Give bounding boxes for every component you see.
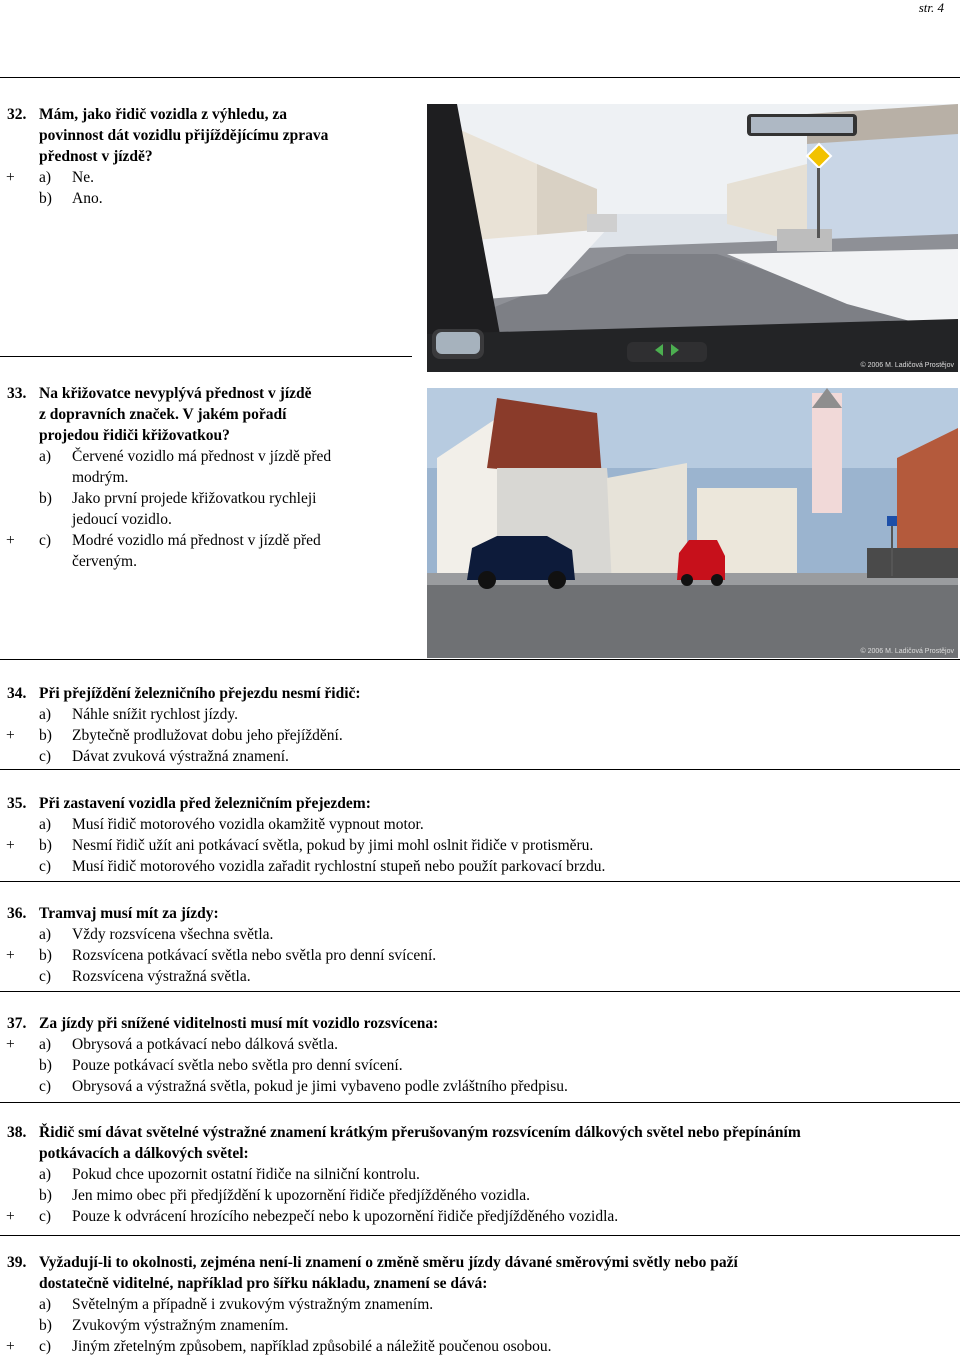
correct-marker: + <box>6 169 15 186</box>
intersection-image <box>427 388 958 658</box>
question-text: Vyžadují-li to okolnosti, zejména není-li znamení o změně směru jízdy dávané směrovými světly nebo paží <box>39 1254 738 1271</box>
question-text: Tramvaj musí mít za jízdy: <box>39 905 219 922</box>
question-text: potkávacích a dálkových světel: <box>39 1145 249 1162</box>
correct-marker: + <box>6 1036 15 1053</box>
correct-marker: + <box>6 532 15 549</box>
question-text: přednost v jízdě? <box>39 148 153 165</box>
question-36 <box>0 903 960 987</box>
question-34 <box>0 683 960 767</box>
question-text: Při přejíždění železničního přejezdu nesmí řidič: <box>39 685 361 702</box>
question-text: Při zastavení vozidla před železničním přejezdem: <box>39 795 371 812</box>
question-text: Řidič smí dávat světelné výstražné znamení krátkým přerušovaným rozsvícením dálkových světel nebo přepínáním <box>39 1124 801 1141</box>
answer-c: c) Rozsvícena výstražná světla. <box>39 968 251 985</box>
question-text: Za jízdy při snížené viditelnosti musí mít vozidlo rozsvícena: <box>39 1015 439 1032</box>
answer-b: b) Pouze potkávací světla nebo světla pro denní svícení. <box>39 1057 403 1074</box>
answer-b: + b) Zbytečně prodlužovat dobu jeho přejíždění. <box>6 727 343 744</box>
question-number: 38. <box>7 1124 27 1141</box>
correct-marker: + <box>6 727 15 744</box>
answer-b: + b) Nesmí řidič užít ani potkávací světla, pokud by jimi mohl oslnit řidiče v protisměru. <box>6 837 594 854</box>
question-number: 32. <box>7 106 27 123</box>
answer-a: + a) Ne. <box>6 169 94 186</box>
q35-divider <box>0 881 960 882</box>
answer-a: a) Náhle snížit rychlost jízdy. <box>39 706 239 723</box>
question-text: povinnost dát vozidlu přijíždějícímu zprava <box>39 127 329 144</box>
question-text: projedou řidiči křižovatkou? <box>39 427 230 444</box>
answer-b: b) Ano. <box>39 190 103 207</box>
answer-b: b) Zvukovým výstražným znamením. <box>39 1317 289 1334</box>
answer-c: + c) Pouze k odvrácení hrozícího nebezpečí nebo k upozornění řidiče předjížděného vozidla. <box>6 1208 619 1225</box>
question-35 <box>0 793 960 877</box>
question-text: dostatečně viditelné, například pro šířku nákladu, znamení se dává: <box>39 1275 488 1292</box>
answer-a: a) Musí řidič motorového vozidla okamžitě vypnout motor. <box>39 816 424 833</box>
intersection-cars-photo <box>427 388 958 658</box>
answer-a: a) Vždy rozsvícena všechna světla. <box>39 926 274 943</box>
question-number: 34. <box>7 685 27 702</box>
answer-a: + a) Obrysová a potkávací nebo dálková světla. <box>6 1036 338 1053</box>
answer-b: + b) Rozsvícena potkávací světla nebo světla pro denní svícení. <box>6 947 437 964</box>
photo-copyright: © 2006 M. Ladičová Prostějov <box>860 362 954 369</box>
answer-b: b) Jen mimo obec při předjíždění k upozornění řidiče předjížděného vozidla. <box>39 1187 530 1204</box>
question-number: 36. <box>7 905 27 922</box>
correct-marker: + <box>6 1208 15 1225</box>
answer-b: b) Jako první projede křižovatkou rychleji <box>39 490 317 507</box>
answer-a: a) Pokud chce upozornit ostatní řidiče na silniční kontrolu. <box>39 1166 420 1183</box>
q36-divider <box>0 991 960 992</box>
q32-divider <box>0 356 412 357</box>
question-37 <box>0 1013 960 1097</box>
q33-divider <box>0 659 960 660</box>
intersection-driver-view-photo <box>427 104 958 372</box>
answer-a: a) Světelným a případně i zvukovým výstražným znamením. <box>39 1296 434 1313</box>
answer-c: + c) Jiným zřetelným způsobem, například způsobilé a náležitě poučenou osobou. <box>6 1338 552 1355</box>
question-38 <box>0 1122 960 1227</box>
street-scene-image <box>427 104 958 372</box>
q37-divider <box>0 1102 960 1103</box>
question-number: 33. <box>7 385 27 402</box>
q38-divider <box>0 1235 960 1236</box>
page-number: str. 4 <box>918 0 944 15</box>
correct-marker: + <box>6 947 15 964</box>
question-number: 39. <box>7 1254 27 1271</box>
question-39 <box>0 1252 960 1357</box>
answer-c: c) Dávat zvuková výstražná znamení. <box>39 748 289 765</box>
correct-marker: + <box>6 1338 15 1355</box>
q34-divider <box>0 769 960 770</box>
answer-c: c) Obrysová a výstražná světla, pokud je jimi vybaveno podle zvláštního předpisu. <box>39 1078 568 1095</box>
header-divider <box>0 77 960 78</box>
photo-copyright: © 2006 M. Ladičová Prostějov <box>860 648 954 655</box>
answer-c: c) Musí řidič motorového vozidla zařadit rychlostní stupeň nebo použít parkovací brzdu. <box>39 858 606 875</box>
question-text: Na křižovatce nevyplývá přednost v jízdě <box>39 385 312 402</box>
question-number: 37. <box>7 1015 27 1032</box>
answer-c: + c) Modré vozidlo má přednost v jízdě před <box>6 532 321 549</box>
question-text: Mám, jako řidič vozidla z výhledu, za <box>39 106 287 123</box>
correct-marker: + <box>6 837 15 854</box>
question-number: 35. <box>7 795 27 812</box>
answer-a: a) Červené vozidlo má přednost v jízdě před <box>39 448 332 465</box>
question-text: z dopravních značek. V jakém pořadí <box>39 406 287 423</box>
question-33: 33. Na křižovatce nevyplývá přednost v jízdě z dopravních značek. V jakém pořadí projedou řidiči křižovatkou? a) Červené vozidlo má přednost v jízdě před modrým. b) Jako první projede křižovatkou rychleji jedoucí vozidlo. + c) Modré vozidlo má přednost v jízdě před červeným. <box>0 383 960 572</box>
